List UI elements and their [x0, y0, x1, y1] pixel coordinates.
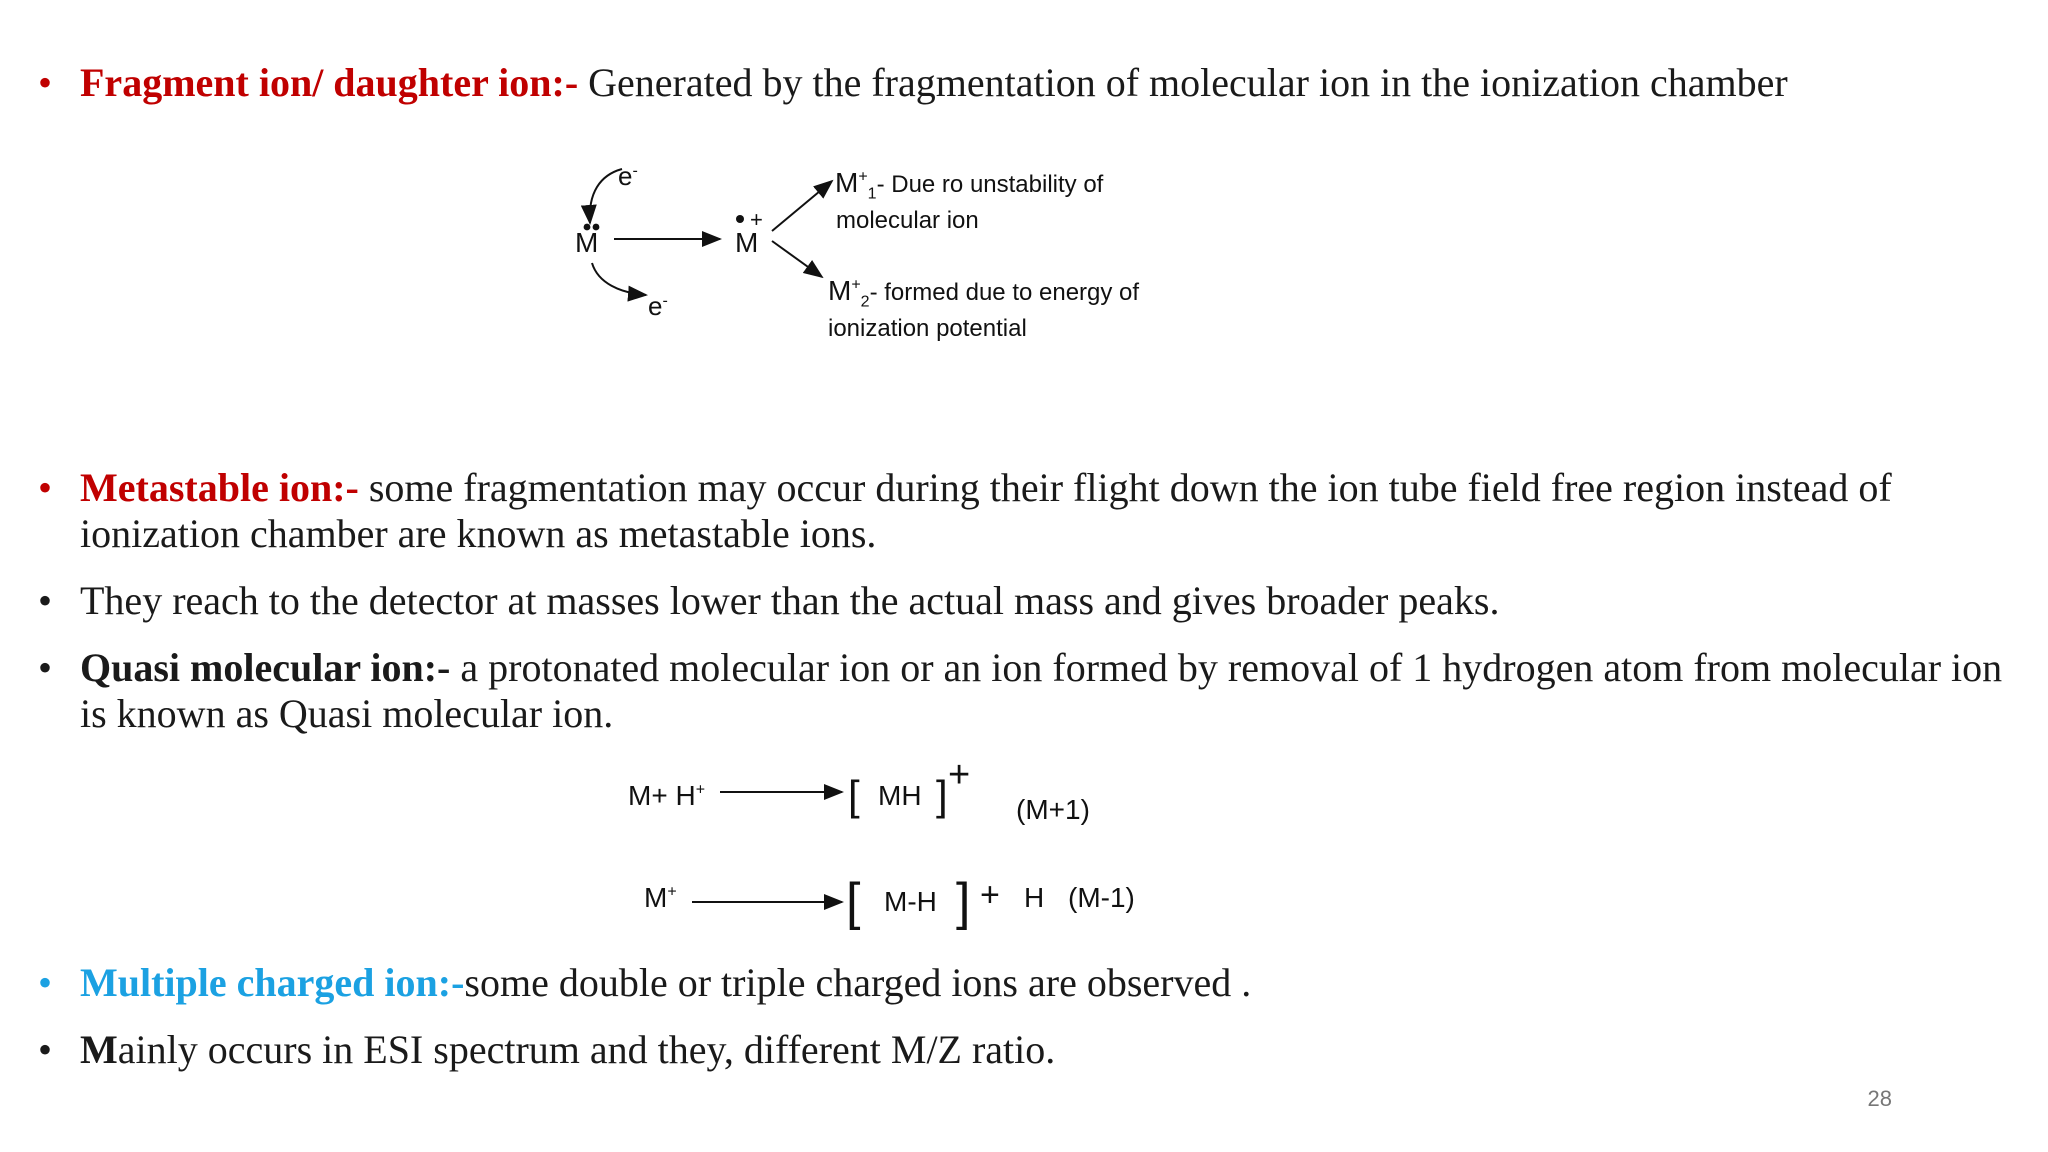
note-m-minus-1: (M-1): [1068, 882, 1135, 913]
bracket-close-1: ]: [936, 772, 948, 819]
radical-cation-plus: +: [750, 207, 763, 232]
electron-top: e-: [618, 161, 638, 191]
product-m-minus-h: M-H: [884, 886, 937, 917]
electron-bottom: e-: [648, 291, 668, 321]
desc-detector: They reach to the detector at masses lower than the actual mass and gives broader peaks.: [80, 578, 1500, 623]
fragment-m1-label: molecular ion: [836, 207, 979, 234]
reactant-m-ion: M+: [644, 882, 677, 913]
molecular-ion: M: [735, 227, 759, 258]
fragment-m1: $M^+_1-$ Due ro unstability of: [835, 167, 1104, 203]
desc-quasi-molecular-ion: a protonated molecular ion or an ion formed by removal of 1 hydrogen atom from molecular ion is known as Quasi molecular ion.: [80, 645, 2003, 736]
bracket-open-2: [: [846, 873, 861, 931]
charge-plus-1: +: [948, 754, 971, 796]
bullet-marker: •: [38, 578, 53, 623]
bracket-open-1: [: [848, 772, 860, 819]
term-multiple-charged-ion: Multiple charged ion:-: [80, 960, 465, 1005]
molecule-m: M: [575, 227, 599, 258]
bullet-marker: •: [38, 645, 53, 690]
fragmentation-diagram: [560, 155, 1180, 355]
fragment-m2: $M^+_2-$ formed due to energy of: [828, 275, 1140, 311]
bullet-marker: •: [38, 960, 53, 1005]
term-fragment-ion: Fragment ion/ daughter ion:-: [80, 60, 579, 105]
term-quasi-molecular-ion: Quasi molecular ion:-: [80, 645, 451, 690]
bracket-close-2: ]: [956, 873, 971, 931]
fragment-m2-label: ionization potential: [828, 315, 1027, 342]
initial-m: M: [80, 1027, 118, 1072]
bullet-marker: •: [38, 1027, 53, 1072]
page-number: 28: [1867, 1086, 1892, 1111]
note-m-plus-1: (M+1): [1016, 794, 1090, 825]
hydrogen-atom: H: [1024, 882, 1045, 913]
bullet-marker: •: [38, 465, 53, 510]
desc-metastable-ion: some fragmentation may occur during their flight down the ion tube field free region instead of ionization chamber are known as metastable ions.: [80, 465, 1892, 556]
desc-esi-spectrum: ainly occurs in ESI spectrum and they, different M/Z ratio.: [117, 1027, 1056, 1072]
charge-plus-2: +: [980, 876, 1000, 914]
bullet-marker: •: [38, 60, 53, 105]
product-mh: MH: [878, 780, 922, 811]
quasi-ion-reactions: [620, 754, 1180, 940]
desc-fragment-ion: Generated by the fragmentation of molecular ion in the ionization chamber: [578, 60, 1788, 105]
desc-multiple-charged-ion: some double or triple charged ions are observed .: [464, 960, 1252, 1005]
term-metastable-ion: Metastable ion:-: [80, 465, 359, 510]
reactant-m-plus-h: M+ H+: [628, 780, 706, 811]
